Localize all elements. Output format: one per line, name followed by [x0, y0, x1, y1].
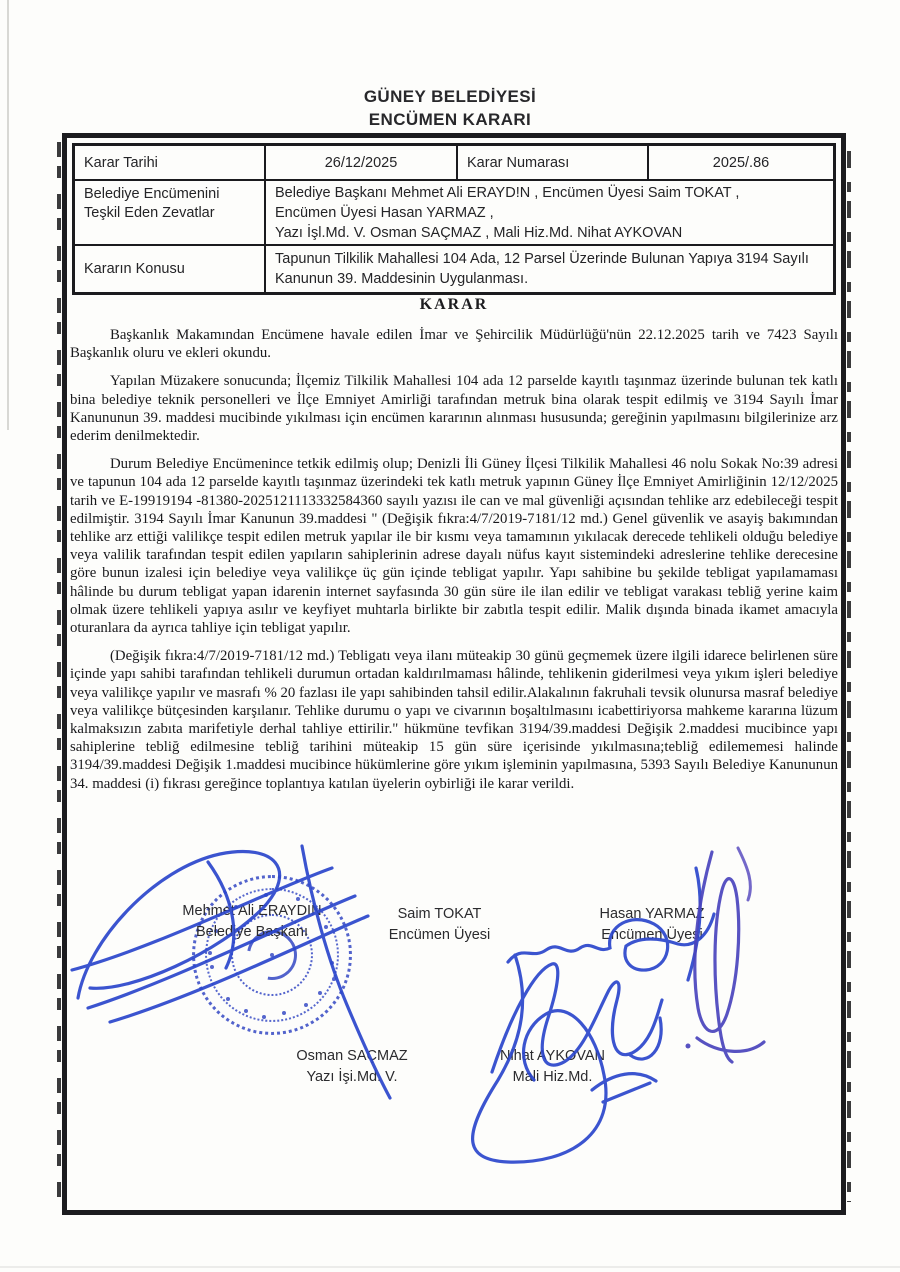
scan-edge-artifact: [0, 1266, 900, 1268]
document-title: [0, 85, 900, 131]
signatory-member-1: [347, 904, 532, 946]
karar-tarihi-label: Karar Tarihi: [75, 146, 266, 181]
signatory-name: Nihat AYKOVAN: [499, 1048, 606, 1064]
signatory-title: Encümen Üyesi: [388, 927, 491, 943]
signatory-title: Yazı İşi.Md. V.: [306, 1069, 398, 1085]
signatory-name: Saim TOKAT: [397, 906, 482, 922]
paragraph-3: Durum Belediye Encümenince tetkik edilmiş olup; Denizli İli Güney İlçesi Tilkilik Mahallesi 46 nolu Sokak No:39 adresi ve tapunun 104 ada 12 parselde kayıtlı taşınmaz üzerindeki tek katlı metruk yapının Güney İlçe Emniyet Amirliğinin 12/12/2025 tarih ve E-19919194 -81380-2025121113332584360 sayılı yazısı ile can ve mal güvenliği açısından tehlike arz edebileceği tespit edilmiştir. 3194 Sayılı İmar Kanunun 39.maddesi " (Değişik fıkra:4/7/2019-7181/12 md.) Genel güvenlik ve asayiş bakımından tehlike arz ettiği valilikçe tespit edilen metruk yapılar ile bir kısmı veya tamamının yıkılacak derecede tehlikeli olduğu belediye veya valilik tarafından tespit edilen yapıların sahiplerinin adrese dayalı nüfus kayıt sistemindeki adreslerine tehlike derecesine göre bunun izalesi için belediye veya valilikçe üç gün içinde tebligat yapılır. Yapı sahibine bu şekilde tebligat yapılamaması hâlinde bu durum tebligat yapan idarenin internet sayfasında 30 gün süre ile ilan edilir ve tebligat varakası tebliğ yerine kaim olmak üzere tehlikeli yapıya asılır ve keyfiyet muhtarla birlikte bir zabıtla tespit edilir. Malik dışında binada ikamet amacıyla oturanlara da ayrıca tahliye için tebligat yapılır.: [70, 456, 838, 637]
paragraph-4: (Değişik fıkra:4/7/2019-7181/12 md.) Tebligatı veya ilanı müteakip 30 günü geçmemek üzere ilgili idarece belirlenen süre içinde yapı sahibi tarafından tehlikeli durumun ortadan kaldırılmaması hâlinde, tehlikenin giderilmesi veya yıkım işleri belediye veya valilikçe yapılır ve masrafı % 20 fazlası ile yapı sahibinden tahsil edilir.Alakalının fakruhali tevsik olunursa masraf belediye veya valilikçe bütçesinden karşılanır. Tehlike durumu o yapı ve civarının boşaltılmasını icabettiriyorsa mahkeme kararına lüzum kalmaksızın zabıta marifetiyle derhal tahliye ettirilir." hükmüne tevfikan 3194/39.maddesi Değişik 2.maddesi mucibince yapı sahiplerine tebliğ edilmesine tebliğ tarihini müteakip 15 gün süre içerisinde yıkılmasına;tebliğ edilememesi halinde 3194/39.maddesi Değişik 1.maddesi mucibince hükümlerine göre yıkım işleminin yapılmasına, 5393 Sayılı Belediye Kanununun 34. maddesi (i) fıkrası gereğince toplantıya katılan üyelerin oybirliği ile karar verildi.: [70, 648, 838, 792]
zevatlar-value: Belediye Başkanı Mehmet Ali ERAYD!N , Encümen Üyesi Saim TOKAT , Encümen Üyesi Hasan YARMAZ , Yazı İşl.Md. V. Osman SAÇMAZ , Mali Hiz.Md. Nihat AYKOVAN: [266, 181, 833, 246]
municipality-name: GÜNEY BELEDİYESİ: [363, 87, 537, 106]
signatory-title: Encümen Üyesi: [601, 927, 703, 943]
decision-heading: KARAR: [419, 296, 489, 313]
municipal-round-stamp: [192, 875, 352, 1035]
konu-label: Kararın Konusu: [75, 246, 266, 292]
signatory-clerk: [257, 1046, 447, 1088]
paragraph-2: Yapılan Müzakere sonucunda; İlçemiz Tilkilik Mahallesi 104 ada 12 parselde kayıtlı taşınmaz üzerinde bulunan tek katlı bina belediye teknik personelleri ve İlçe Emniyet Amirliği tarafından metruk bina olarak tespit edilmiş ve 3194 Sayılı İmar Kanununun 39. maddesi mucibinde yıkılması için encümen kararının alınması hususunda; gereğinin yapılmasını bilgilerinize arz ederim denilmektedir.: [70, 373, 838, 445]
decision-body: [70, 326, 838, 803]
stamp-dots: [270, 953, 274, 957]
karar-tarihi-value: 26/12/2025: [266, 146, 458, 181]
signatory-mayor: [157, 901, 347, 943]
document-frame: [62, 133, 846, 1215]
karar-numarasi-value: 2025/.86: [649, 146, 833, 181]
signatory-title: Mali Hiz.Md.: [512, 1069, 593, 1085]
signatory-member-2: [557, 904, 747, 946]
signatory-finance: [460, 1046, 645, 1088]
zevatlar-label: Belediye Encümenini Teşkil Eden Zevatlar: [75, 181, 266, 246]
signatory-title: Belediye Başkanı: [195, 924, 309, 940]
scan-edge-artifact: [7, 0, 9, 430]
konu-value: Tapunun Tilkilik Mahallesi 104 Ada, 12 Parsel Üzerinde Bulunan Yapıya 3194 Sayılı Kanunun 39. Maddesinin Uygulanması.: [275, 251, 809, 287]
decision-header-table: [72, 143, 836, 295]
document-type: ENCÜMEN KARARI: [368, 110, 532, 129]
signatory-name: Mehmet Ali ERAYDIN: [182, 903, 322, 919]
signatory-name: Hasan YARMAZ: [599, 906, 705, 922]
signatory-name: Osman SAÇMAZ: [296, 1048, 408, 1064]
karar-numarasi-label: Karar Numarası: [458, 146, 649, 181]
paragraph-1: Başkanlık Makamından Encümene havale edilen İmar ve Şehircilik Müdürlüğü'nün 22.12.2025 tarih ve 7423 Sayılı Başkanlık oluru ve ekleri okundu.: [70, 327, 838, 362]
